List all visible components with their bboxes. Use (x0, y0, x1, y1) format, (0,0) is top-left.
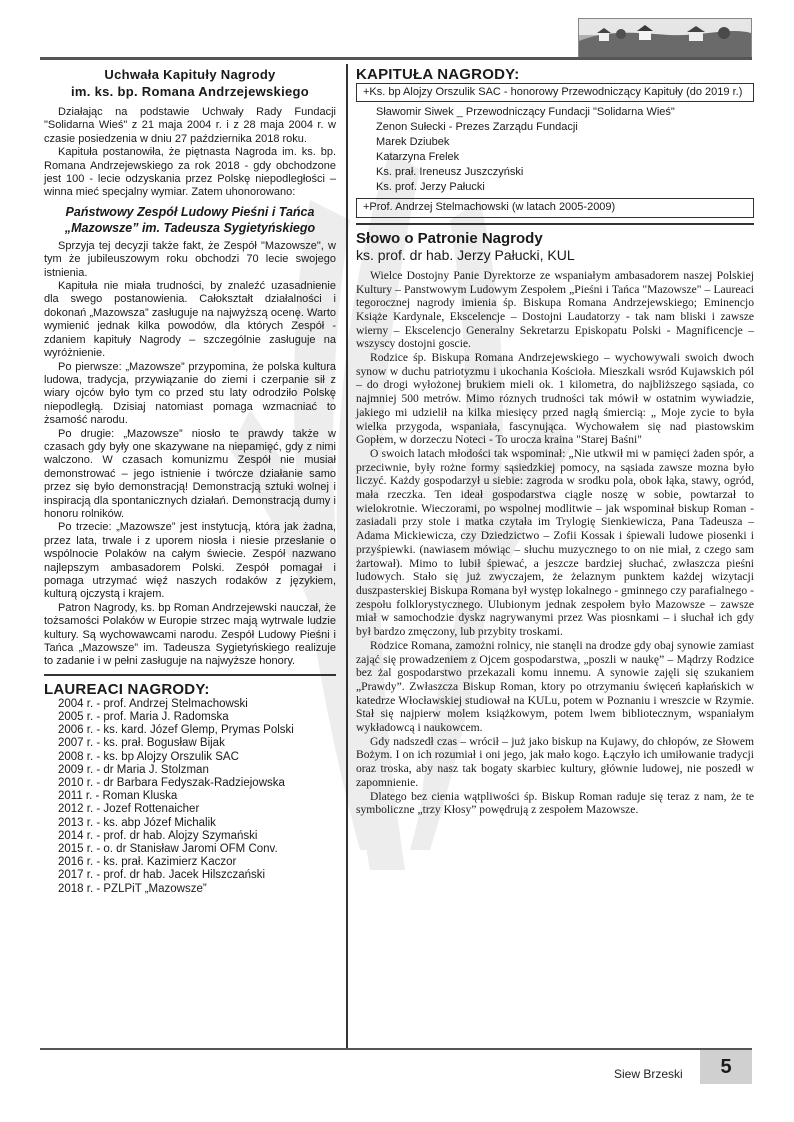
header-rule (40, 57, 752, 60)
resolution-title-line1: Uchwała Kapituły Nagrody (104, 67, 276, 82)
laureate-subtitle (44, 204, 336, 236)
resolution-paragraph: Patron Nagrody, ks. bp Roman Andrzejewski nauczał, że tożsamości Polaków w Europie strzec mają wytrwale ludzie kultury. Są wychowawcami narodu. Zespół Ludowy Pieśni i Tańca „Mazowsze” im. Tadeusza Sygietyńskiego realizuje to zadanie i w pełni zasługuje na najwyższe honory. (44, 601, 336, 668)
section-rule (356, 223, 754, 225)
laureate-item: 2014 r. - prof. dr hab. Alojzy Szymański (58, 829, 258, 842)
laureate-item: 2011 r. - Roman Kluska (58, 790, 178, 803)
resolution-paragraph: Działając na podstawie Uchwały Rady Fundacji "Solidarna Wieś" z 21 maja 2004 r. i z 28 maja 2004 r. w czasie posiedzenia w dniu 27 października 2018 roku. (44, 106, 336, 145)
laureates-heading: LAUREACI NAGRODY: (44, 680, 210, 698)
resolution-paragraph: Sprzyja tej decyzji także fakt, że Zespół "Mazowsze", w tym że jubileuszowym roku obchodzi 70 lecie swojego istnienia. (44, 239, 336, 279)
laureate-item: 2006 r. - ks. kard. Józef Glemp, Prymas Polski (58, 724, 294, 737)
resolution-paragraph: Kapituła postanowiła, że piętnasta Nagroda im. ks. bp. Romana Andrzejewskiego za rok 2018 - gdy obchodzone jest 100 - lecie odzyskania przez Polskę niepodległości – winna mieć specjalny wymiar. Zatem uhonorowano: (44, 146, 336, 199)
laureate-subtitle-line2: „Mazowsze” im. Tadeusza Sygietyńskiego (64, 220, 316, 235)
speech-paragraph: Rodzice śp. Biskupa Romana Andrzejewskiego – wychowywali swoich dwoch synow w duchu patriotyzmu i ukochania Kościoła. Mieszkali wsród Kujawskich pól – do drogi wyłożonej brukiem mieli ok. 1 kilometra, do najbliższego sąsiada, co najmniej 500 metrów. Mimo róznych trudności tak mówił w ostatnim wywiadzie, jakiego mi udzielił na kilka miesięcy przed nagłą śmiercią: „ Moje zycie to była wielka przygoda, wspaniała, fascynująca. Wychowałem się nad piastowskim Gopłem, w dorzeczu Noteci - To urocza kraina "Starej Baśni" (356, 351, 754, 447)
former-member-box: +Prof. Andrzej Stelmachowski (w latach 2005-2009) (356, 198, 754, 217)
laureate-item: 2009 r. - dr Maria J. Stolzman (58, 763, 209, 776)
patron-heading: Słowo o Patronie Nagrody (356, 229, 543, 247)
speech-paragraph: Dlatego bez cienia wątpliwości śp. Biskup Roman raduje się teraz z nam, że te symboliczne „trzy Kłosy” powędrują z zespołem Mazowsze. (356, 789, 754, 817)
left-column (44, 66, 336, 896)
resolution-paragraph: Kapituła nie miała trudności, by znaleźć uzasadnienie dla swego postanowienia. Całokształt działalności i dokonań „Mazowsza” zasługuje na najwyższą ocenę. Warto wymienić jednak kilka powodów, dla których Zespół - zdaniem kapituły Nagrody – szczególnie zasługuje na wyróżnienie. (44, 280, 336, 360)
member-item: Ks. prof. Jerzy Pałucki (376, 181, 485, 194)
laureate-subtitle-line1: Państwowy Zespół Ludowy Pieśni i Tańca (65, 204, 315, 219)
member-item: Ks. prał. Ireneusz Juszczyński (376, 166, 524, 179)
kapitula-members (356, 105, 754, 195)
resolution-title-line2: im. ks. bp. Romana Andrzejewskiego (71, 84, 309, 99)
laureate-item: 2017 r. - prof. dr hab. Jacek Hilszczański (58, 869, 266, 882)
resolution-paragraph: Po pierwsze: „Mazowsze” przypomina, że polska kultura ludowa, tradycja, przywiązanie do ziemi i czerpanie sił z wiary ojców było tym co przed stu laty odrodziło Polskę niepodległą. Dzisiaj natomiast pomaga wzmacniać to żsamość narodu. (44, 360, 336, 427)
patron-author: ks. prof. dr hab. Jerzy Pałucki, KUL (356, 246, 575, 263)
laureate-item: 2018 r. - PZLPiT „Mazowsze” (58, 882, 207, 895)
laureate-item: 2005 r. - prof. Maria J. Radomska (58, 711, 229, 724)
section-rule (44, 674, 336, 676)
laureate-item: 2013 r. - ks. abp Józef Michalik (58, 816, 216, 829)
member-item: Katarzyna Frelek (376, 151, 460, 164)
header-village-photo (578, 18, 752, 60)
laureates-list (58, 698, 336, 896)
resolution-paragraph: Po drugie: „Mazowsze” niosło te prawdy także w czasach gdy były one skazywane na niepamięć, gdy z nimi walczono. W czasach komunizmu Zespół nie musiał demonstrować – jego istnienie i twórcze działanie samo przez się było demonstracją! Demonstracją sztuki wolnej i inspiracją dla spontanicznych działań. Demonstracją dumy i honoru rolników. (44, 427, 336, 520)
footer-rule (40, 1048, 752, 1050)
page-number: 5 (700, 1050, 752, 1084)
kapitula-heading: KAPITUŁA NAGRODY: (356, 66, 520, 83)
member-item: Zenon Sułecki - Prezes Zarządu Fundacji (376, 121, 578, 134)
column-divider (346, 64, 348, 1048)
laureate-item: 2004 r. - prof. Andrzej Stelmachowski (58, 697, 248, 710)
speech-paragraph: Gdy nadszedł czas – wrócił – już jako biskup na Kujawy, do chłopów, ze Słowem Bożym. I on ich rozumiał i oni jego, jak mało kogo. Łączyło ich umiłowanie tradycji oraz troska, aby nasz tak bogaty skarbiec kultury, głównie ludowej, nie poszedł w zapomnienie. (356, 734, 754, 789)
village-landscape-icon (579, 19, 751, 59)
speech-paragraph: Rodzice Romana, zamożni rolnicy, nie stanęli na drodze gdy obaj synowie zamiast zająć się prowadzeniem z Ojcem gospodarstwa, „poszli w naukę” – Mądrzy Rodzice bez żal gospodarstwo przekazali komu innemu. A synowie zajęli się szukaniem „Prawdy”. Zwłaszcza Biskup Roman, ktory po otrzymaniu święceń kapłańskich w katedrze Włocławskiej studiował na KULu, potem w Poznaniu i wreszcie w Rzymie. Stał się najpierw molem książkowym, potem lwem bibliotecznym, wspaniałym wykładowcą i naukowcem. (356, 638, 754, 735)
member-item: Sławomir Siwek _ Przewodniczący Fundacji "Solidarna Wieś" (376, 106, 675, 119)
honorary-chair-box: +Ks. bp Alojzy Orszulik SAC - honorowy Przewodniczący Kapituły (do 2019 r.) (356, 83, 754, 102)
right-column (356, 66, 754, 817)
laureate-item: 2016 r. - ks. prał. Kazimierz Kaczor (58, 856, 237, 869)
speech-paragraph: O swoich latach młodości tak wspominał: „Nie utkwił mi w pamięci żaden spór, a przeciwnie, były rożne formy sąsiedzkiej pomocy, na sąsiada zawsze mozna było liczyć. Każdy gospodarzył u siebie: zagroda w srodku pola, obok łąka, stawy, ogród, mała rzeczka. Ten ideał gospodarstwa ciągle noszę w sobie, powtarzał to wielokrotnie. Wieczorami, po wspolnej modlitwie – jak wspominał biskup Roman - zasiadali przy stole i matka czytała im Trylogię Sienkiewicza, Pana Tadeusza – Adama Mickiewicza, czy Dziedzictwo – Zofii Kossak i śpiewali ludowe piosenki i przyśpiewki. (nawiasem mówiąc – słuchu muzycznego to on nie miał, z czego sam żartował). Mimo to lubił śpiewać, a jeszcze bardziej słuchać, zwłaszcza pieśni ludowych. Stało się już zwyczajem, że żelaznym punktem każdej wizytacji duszpasterskiej Biskupa Romana był występ lokalnego - gminnego czy parafialnego - zespołu folklorystycznego. Ulubionym jednak zespołem było Mazowsze – zawsze miał w samochodzie dyskz nagrywanymi przez Was piosnkami – i słuchał ich gdy był bardzo zmęczony, lub przybity troskami. (356, 446, 754, 639)
resolution-paragraph: Po trzecie: „Mazowsze” jest instytucją, która jak żadna, przez lata, trwale i z uporem niosła i niesie przesłanie o wspólnocie Polaków na całym świecie. Zespół nazwano najlepszym ambasadorem Polski. Zespół pomagał i pomaga utrzymać więź naszych rodaków z językiem, kulturą ojczystą i krajem. (44, 521, 336, 601)
laureate-item: 2008 r. - ks. bp Alojzy Orszulik SAC (58, 750, 239, 763)
resolution-title (44, 66, 336, 100)
laureate-item: 2010 r. - dr Barbara Fedyszak-Radziejowska (58, 777, 285, 790)
speech-paragraph: Wielce Dostojny Panie Dyrektorze ze wspaniałym ambasadorem naszej Polskiej Kultury – Panstwowym Ludowym Zespołem „Pieśni i Tańca "Mazowsze" – Laureaci tegorocznej nagrody imienia śp. Biskupa Romana Andrzejewskiego; Eminencjo Książe Kardynale, Ekscelencje – Dostojni Laudatorzy - tak nam bliski i zawsze wierny – Ekscelencjo Generalny Sekretarzu Episkopatu Polski - Magnificencje – wszyscy dostojni goscie. (356, 268, 754, 351)
member-item: Marek Dziubek (376, 136, 450, 149)
laureate-item: 2012 r. - Jozef Rottenaicher (58, 803, 200, 816)
laureate-item: 2015 r. - o. dr Stanisław Jaromi OFM Conv. (58, 843, 278, 856)
laureate-item: 2007 r. - ks. prał. Bogusław Bijak (58, 737, 225, 750)
magazine-name: Siew Brzeski (614, 1067, 683, 1081)
